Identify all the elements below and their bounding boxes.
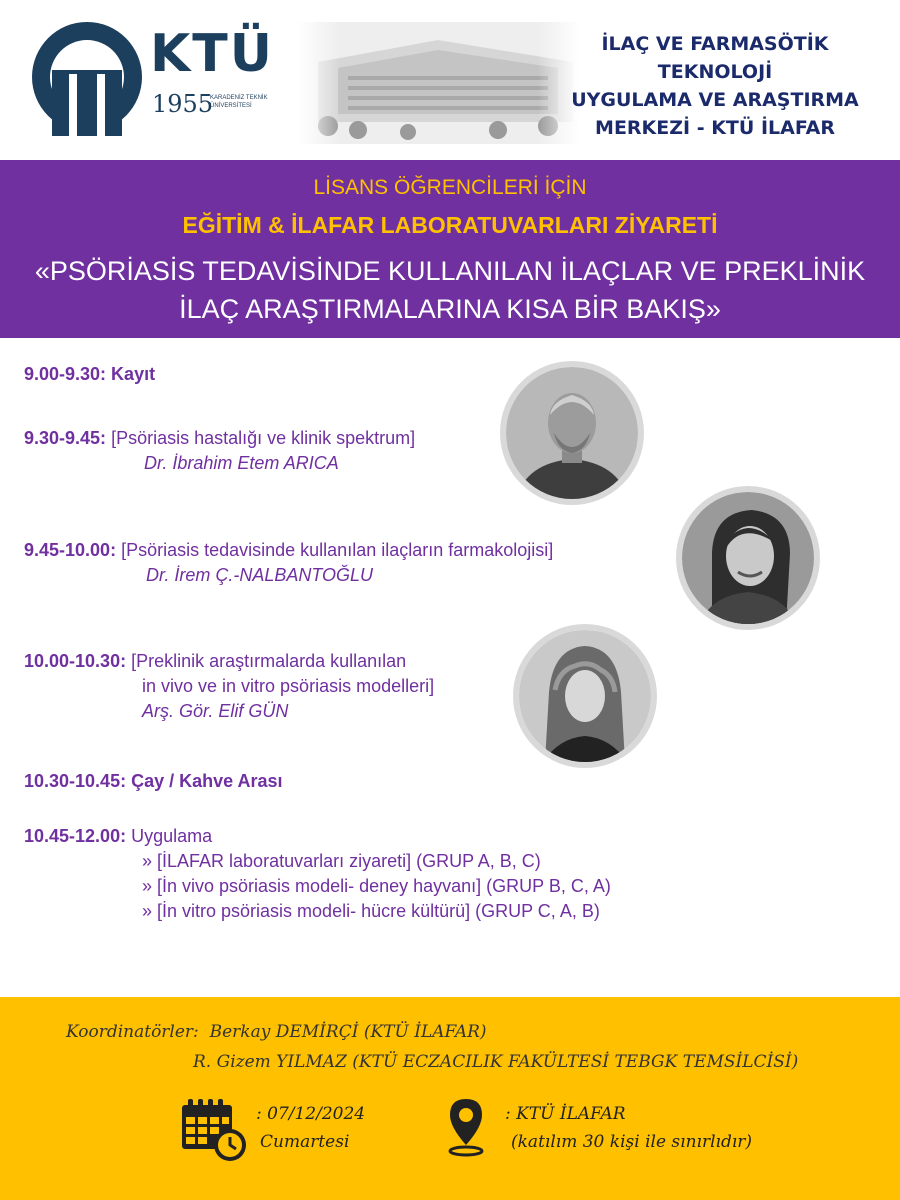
program-topic: Uygulama xyxy=(126,826,213,846)
program-item-talk-3 xyxy=(24,649,434,724)
program-item-break xyxy=(24,769,283,794)
center-title xyxy=(565,30,865,142)
practice-bullet: » [İn vivo psöriasis modeli- deney hayvanı] (GRUP B, C, A) xyxy=(142,876,611,896)
event-subtitle-line: «PSÖRİASİS TEDAVİSİNDE KULLANILAN İLAÇLAR VE PREKLİNİK xyxy=(34,256,866,286)
program-topic-continued: in vivo ve in vitro psöriasis modelleri] xyxy=(142,676,435,696)
program-topic: [Preklinik araştırmalarda kullanılan xyxy=(126,651,407,671)
speaker-name: Dr. İrem Ç.-NALBANTOĞLU xyxy=(146,565,374,585)
speaker-photo-3 xyxy=(513,624,657,768)
program-item-registration xyxy=(24,362,155,387)
building-image xyxy=(298,22,580,144)
ktu-logo xyxy=(28,18,298,136)
calendar-clock-icon xyxy=(180,1097,248,1163)
speaker-name: Arş. Gör. Elif GÜN xyxy=(142,701,289,721)
program-item-talk-2 xyxy=(24,538,553,588)
program-time: 10.30-10.45: Çay / Kahve Arası xyxy=(24,771,283,791)
program-time: 10.00-10.30: xyxy=(24,651,127,671)
title-banner xyxy=(0,160,900,338)
event-subtitle-line: İLAÇ ARAŞTIRMALARINA KISA BİR BAKIŞ» xyxy=(179,294,721,324)
logo-text: KTÜ xyxy=(150,24,274,84)
coordinators-line-1 xyxy=(66,1022,487,1042)
location-pin-icon xyxy=(446,1097,486,1157)
event-location: : KTÜ İLAFAR xyxy=(505,1104,626,1124)
capacity-note: (katılım 30 kişi ile sınırlıdır) xyxy=(511,1132,753,1152)
practice-bullet: » [İLAFAR laboratuvarları ziyareti] (GRUP A, B, C) xyxy=(142,851,541,871)
event-subtitle xyxy=(0,252,900,328)
program-time: 9.45-10.00: xyxy=(24,540,117,560)
center-title-line: UYGULAMA VE ARAŞTIRMA xyxy=(571,89,859,111)
program-topic: [Psöriasis tedavisinde kullanılan ilaçların farmakolojisi] xyxy=(116,540,554,560)
practice-bullet: » [İn vitro psöriasis modeli- hücre kültürü] (GRUP C, A, B) xyxy=(142,901,600,921)
program-item-practice xyxy=(24,824,611,924)
coordinators-label: Koordinatörler: xyxy=(66,1022,199,1042)
program-time: 10.45-12.00: xyxy=(24,826,127,846)
event-day: Cumartesi xyxy=(260,1132,350,1152)
audience-line: LİSANS ÖĞRENCİLERİ İÇİN xyxy=(313,176,587,199)
header xyxy=(0,0,900,160)
logo-subtitle: KARADENİZ TEKNİK ÜNİVERSİTESİ xyxy=(210,95,268,109)
event-date: : 07/12/2024 xyxy=(256,1104,366,1124)
center-title-line: İLAÇ VE FARMASÖTİK TEKNOLOJİ xyxy=(601,33,829,83)
program-topic: [Psöriasis hastalığı ve klinik spektrum] xyxy=(106,428,416,448)
program-time: 9.00-9.30: Kayıt xyxy=(24,364,156,384)
speaker-name: Dr. İbrahim Etem ARICA xyxy=(144,453,339,473)
coordinator-name: R. Gizem YILMAZ (KTÜ ECZACILIK FAKÜLTESİ TEBGK TEMSİLCİSİ) xyxy=(193,1052,799,1072)
coordinator-name: Berkay DEMİRÇİ (KTÜ İLAFAR) xyxy=(209,1022,487,1042)
speaker-photo-1 xyxy=(500,361,644,505)
ktu-emblem-icon xyxy=(28,18,146,136)
speaker-photo-2 xyxy=(676,486,820,630)
program-time: 9.30-9.45: xyxy=(24,428,107,448)
event-location-block xyxy=(505,1100,752,1156)
center-title-line: MERKEZİ - KTÜ İLAFAR xyxy=(595,117,835,139)
program-item-talk-1 xyxy=(24,426,415,476)
event-date-block xyxy=(256,1100,365,1156)
event-title: EĞİTİM & İLAFAR LABORATUVARLARI ZİYARETİ xyxy=(182,212,718,238)
footer xyxy=(0,997,900,1200)
logo-year: 1955 xyxy=(152,90,214,118)
